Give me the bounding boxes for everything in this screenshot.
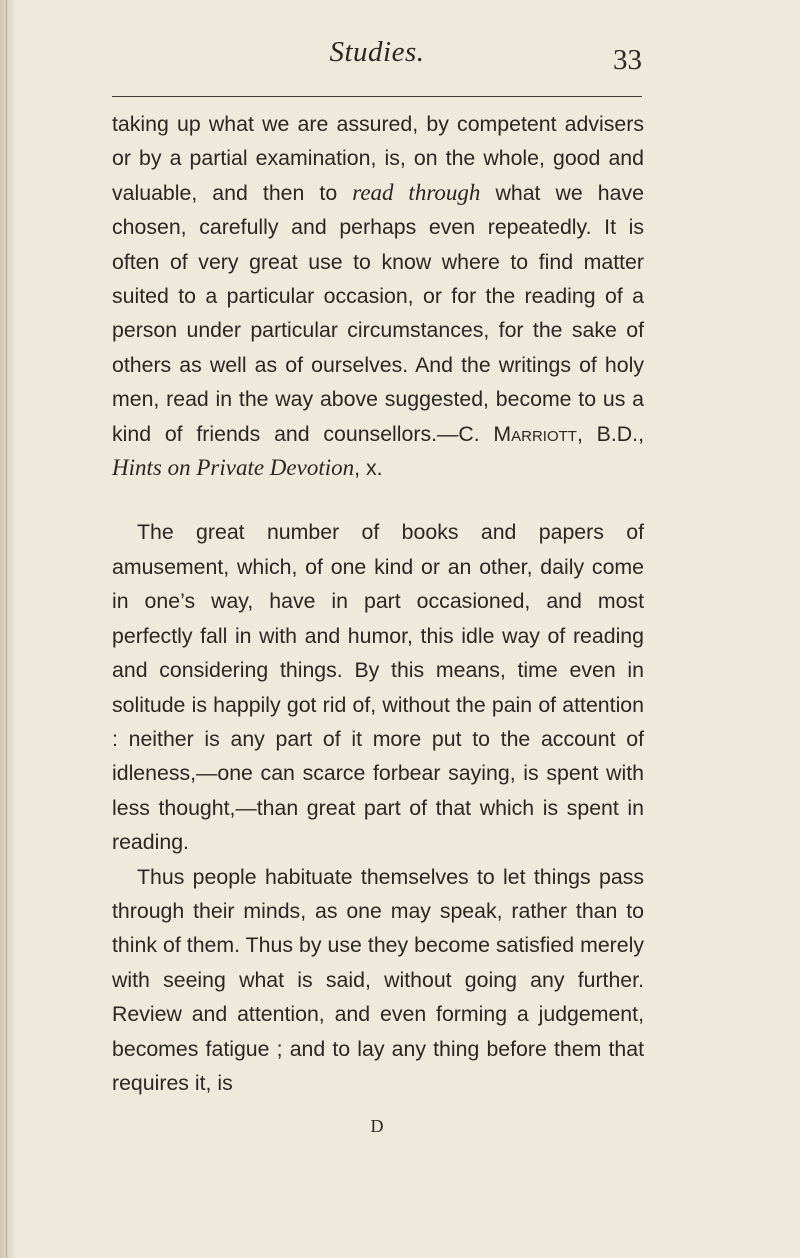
italic-phrase: read through — [352, 179, 481, 205]
page-header — [112, 36, 642, 96]
citation-text: , B.D., — [576, 421, 644, 446]
citation-text: , x. — [354, 456, 383, 481]
running-head: Studies. — [329, 36, 425, 68]
section-gap — [112, 485, 644, 515]
passage-text: what we have chosen, carefully and perhaps even repeatedly. It is often of very great use to know where to find matter suited to a particular occasion, or for the reading of a person under particular circumstances, for the sake of others as well as of ourselves. And the writings of holy men, read in the way above suggested, become to us a kind of friends and counsellors.—C. — [112, 180, 644, 446]
header-rule — [112, 96, 642, 97]
work-title: Hints on Private Devotion — [112, 455, 355, 481]
signature-mark: D — [370, 1116, 384, 1136]
passage-marriott — [112, 107, 644, 485]
page-number: 33 — [613, 44, 642, 76]
body-text — [112, 107, 644, 1100]
binding-line — [6, 0, 7, 1258]
paragraph-habituate: Thus people habituate themselves to let things pass through their minds, as one may speak, rather than to think of them. Thus by use they become satisfied merely with seeing what is said, without going any further. Review and attention, and even forming a judgement, becomes fatigue ; and to lay any thing before them that requires it, is — [112, 864, 644, 1095]
author-name: Marriott — [493, 421, 577, 446]
passage-text: taking up what we are assured, by competent advisers or by a partial examination, is, on the whole, good and valuable, and then to — [112, 112, 644, 205]
page-edge — [0, 0, 14, 1258]
paragraph-books-and-papers: The great number of books and papers of amusement, which, of one kind or an other, daily come in one’s way, have in part occasioned, and most perfectly fall in with and humor, this idle way of reading and considering things. By this means, time even in solitude is happily got rid of, without the pain of attention : neither is any part of it more put to the account of idleness,—one can scarce forbear saying, is spent with less thought,—than great part of that which is spent in reading. — [112, 520, 644, 855]
